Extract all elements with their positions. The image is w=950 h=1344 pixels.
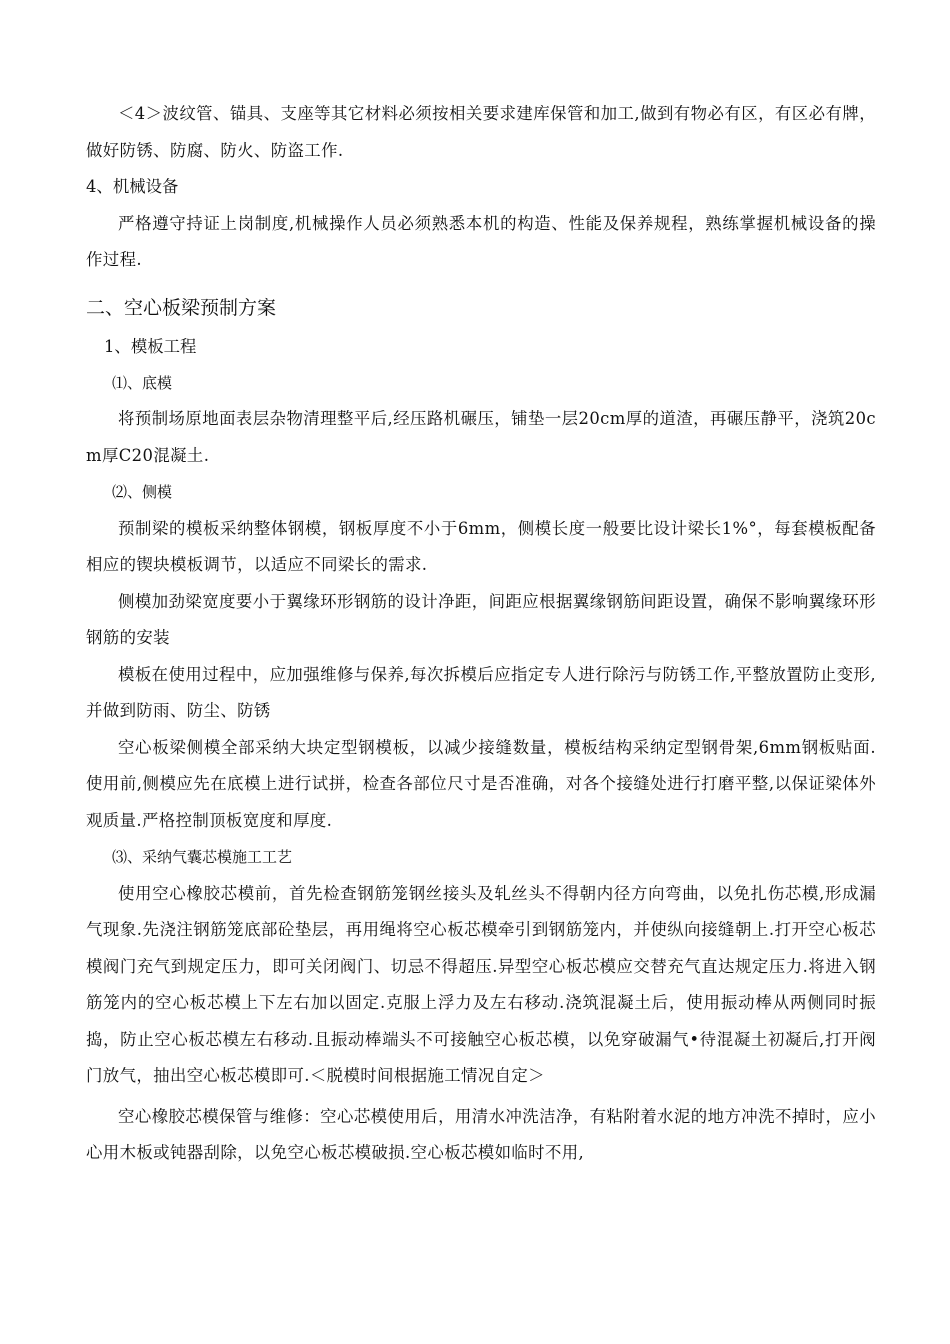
- paragraph-bottom-form: 将预制场原地面表层杂物清理整平后,经压路机碾压，铺垫一层20cm厚的道渣，再碾压静平，浇筑20cm厚C20混凝土.: [86, 409, 876, 465]
- paragraph-side-form-1: 预制梁的模板采纳整体钢模，钢板厚度不小于6mm，侧模长度一般要比设计梁长1%°，每套模板配备相应的锲块模板调节，以适应不同梁长的需求.: [86, 518, 876, 574]
- paragraph-side-form-3: 模板在使用过程中，应加强维修与保养,每次拆模后应指定专人进行除污与防锈工作,平整放置防止变形,并做到防雨、防尘、防锈: [86, 664, 876, 720]
- document-page: [86, 96, 876, 1172]
- paragraph-machinery: 严格遵守持证上岗制度,机械操作人员必须熟悉本机的构造、性能及保养规程，熟练掌握机械设备的操作过程.: [86, 213, 876, 269]
- paragraph-core-maintenance: 空心橡胶芯模保管与维修：空心芯模使用后，用清水冲洗洁净，有粘附着水泥的地方冲洗不掉时，应小心用木板或钝器刮除，以免空心板芯模破损.空心板芯模如临时不用,: [86, 1106, 876, 1162]
- paragraph-airbag-core: 使用空心橡胶芯模前，首先检查钢筋笼钢丝接头及轧丝头不得朝内径方向弯曲，以免扎伤芯模,形成漏气现象.先浇注钢筋笼底部砼垫层，再用绳将空心板芯模牵引到钢筋笼内，并使纵向接缝朝上.打开空心板芯模阀门充气到规定压力，即可关闭阀门、切忌不得超压.异型空心板芯模应交替充气直达规定压力.将进入钢筋笼内的空心板芯模上下左右加以固定.克服上浮力及左右移动.浇筑混凝土后，使用振动棒从两侧同时振捣，防止空心板芯模左右移动.且振动棒端头不可接触空心板芯模，以免穿破漏气•待混凝土初凝后,打开阀门放气，抽出空心板芯模即可.＜脱模时间根据施工情况自定＞: [86, 883, 876, 1085]
- paragraph-materials-storage: ＜4＞波纹管、锚具、支座等其它材料必须按相关要求建库保管和加工,做到有物必有区，有区必有牌，做好防锈、防腐、防火、防盗工作.: [86, 104, 876, 160]
- heading-airbag-core: ⑶、采纳气囊芯模施工工艺: [112, 848, 293, 866]
- heading-side-form: ⑵、侧模: [112, 483, 173, 501]
- paragraph-side-form-2: 侧模加劲梁宽度要小于翼缘环形钢筋的设计净距，间距应根据翼缘钢筋间距设置，确保不影响翼缘环形钢筋的安装: [86, 591, 876, 647]
- heading-machinery: 4、机械设备: [86, 177, 179, 196]
- heading-formwork: 1、模板工程: [104, 336, 197, 356]
- heading-bottom-form: ⑴、底模: [112, 373, 173, 392]
- paragraph-side-form-4: 空心板梁侧模全部采纳大块定型钢模板，以减少接缝数量，模板结构采纳定型钢骨架,6mm钢板贴面.使用前,侧模应先在底模上进行试拼，检查各部位尺寸是否准确，对各个接缝处进行打磨平整,以保证梁体外观质量.严格控制顶板宽度和厚度.: [86, 737, 876, 830]
- heading-section-2: 二、空心板梁预制方案: [86, 296, 277, 319]
